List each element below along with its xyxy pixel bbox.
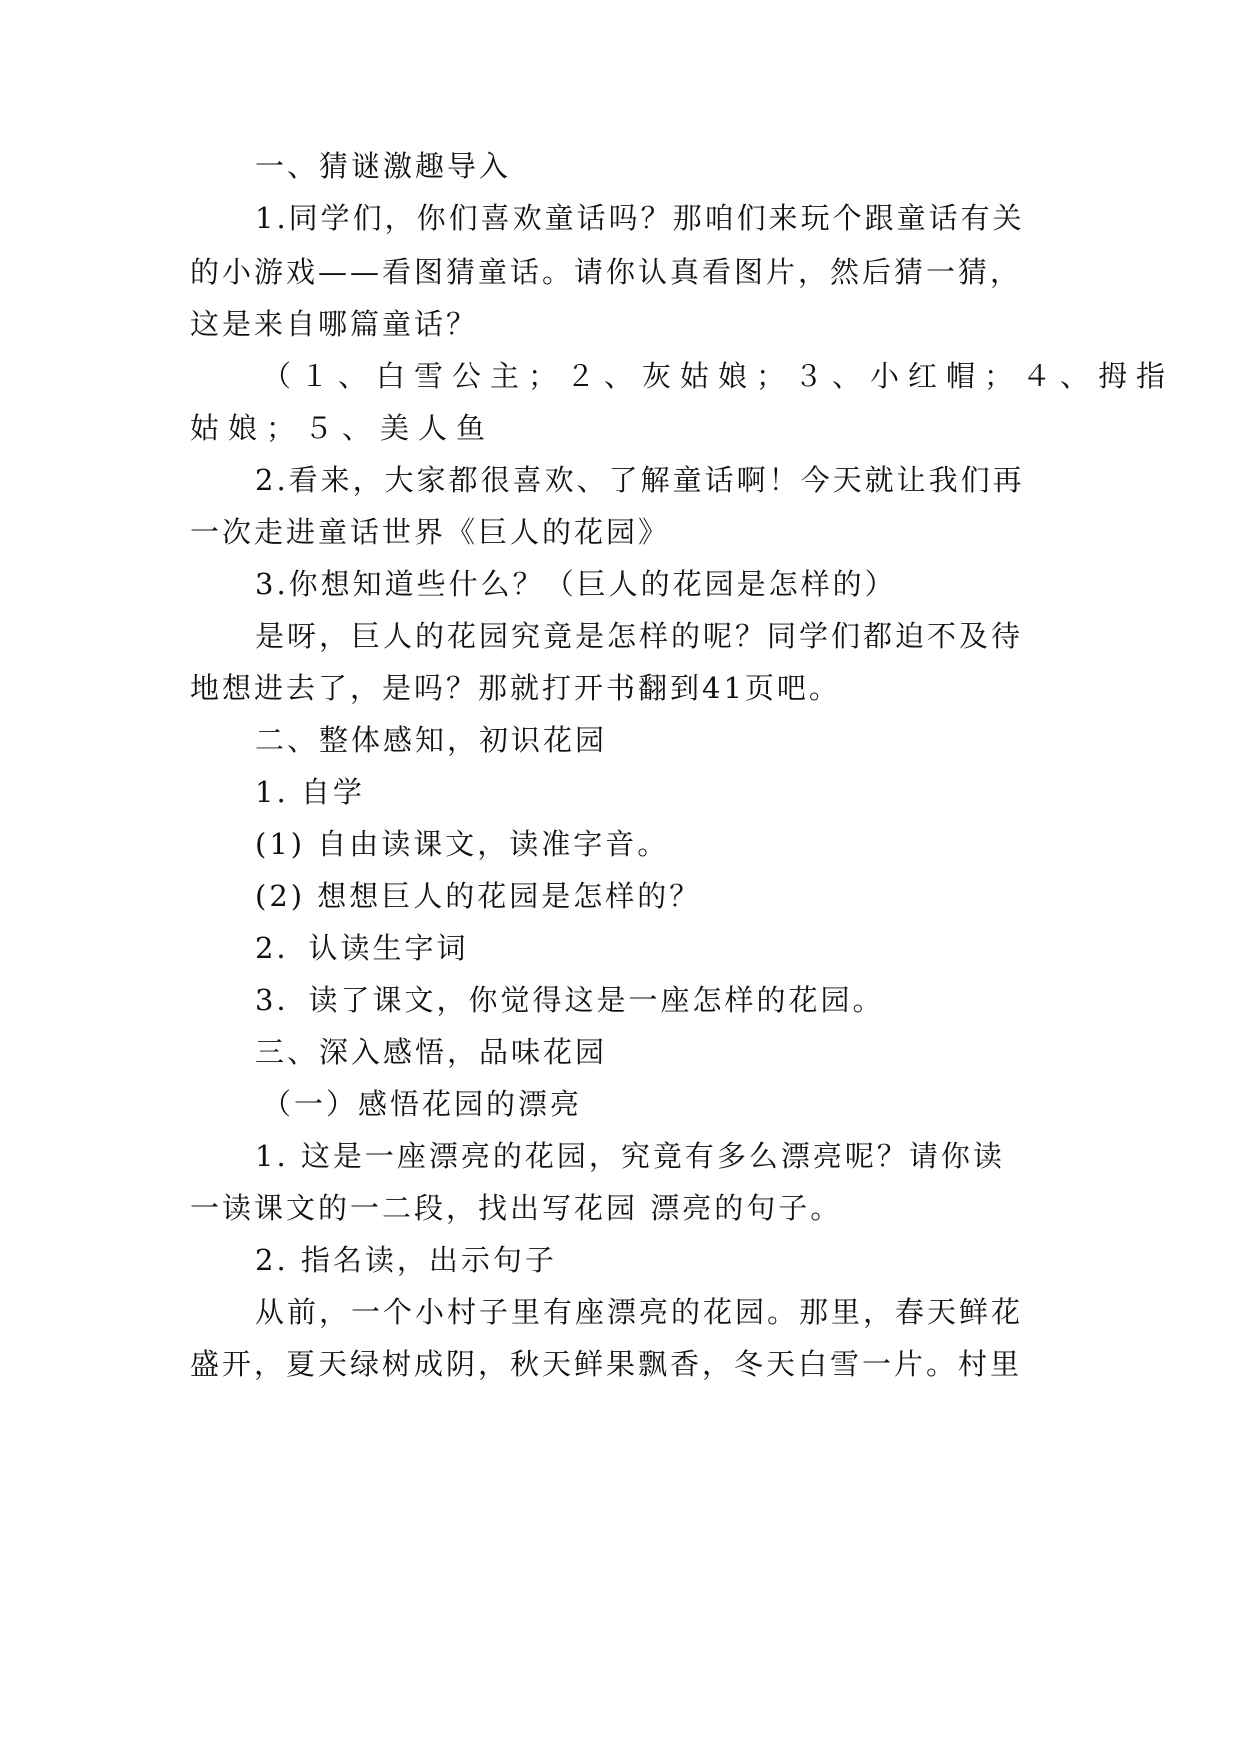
- paragraph-line: 从前，一个小村子里有座漂亮的花园。那里，春天鲜花: [255, 1295, 1024, 1329]
- list-item: 2．认读生字词: [255, 931, 469, 965]
- list-item: 1. 自学: [255, 775, 365, 809]
- list-item: 2. 指名读，出示句子: [255, 1243, 557, 1277]
- paragraph-line: 盛开，夏天绿树成阴，秋天鲜果飘香，冬天白雪一片。村里: [190, 1347, 1023, 1381]
- paragraph-line: 一读课文的一二段，找出写花园 漂亮的句子。: [190, 1191, 843, 1225]
- paragraph-line: 的小游戏——看图猜童话。请你认真看图片，然后猜一猜，: [190, 255, 1023, 289]
- paragraph-line: 是呀，巨人的花园究竟是怎样的呢？同学们都迫不及待: [255, 619, 1024, 653]
- paragraph-line: 2.看来，大家都很喜欢、了解童话啊！今天就让我们再: [255, 463, 1025, 497]
- section-heading-1: 一、猜谜激趣导入: [255, 149, 512, 183]
- section-heading-3: 三、深入感悟，品味花园: [255, 1035, 608, 1069]
- paragraph-line: 一次走进童话世界《巨人的花园》: [190, 515, 671, 549]
- paragraph-line: 1.同学们，你们喜欢童话吗？那咱们来玩个跟童话有关: [255, 201, 1025, 235]
- paragraph-line: 3.你想知道些什么？（巨人的花园是怎样的）: [255, 567, 897, 601]
- paragraph-line: （１、白雪公主；２、灰姑娘；３、小红帽；４、拇指: [262, 359, 1175, 393]
- list-item: 3．读了课文，你觉得这是一座怎样的花园。: [255, 983, 885, 1017]
- subsection-heading: （一）感悟花园的漂亮: [262, 1087, 583, 1121]
- paragraph-line: 1. 这是一座漂亮的花园，究竟有多么漂亮呢？请你读: [255, 1139, 1005, 1173]
- list-item: (1) 自由读课文，读准字音。: [255, 827, 670, 861]
- list-item: (2) 想想巨人的花园是怎样的？: [255, 879, 702, 913]
- paragraph-line: 姑娘；５、美人鱼: [190, 411, 495, 445]
- paragraph-line: 这是来自哪篇童话？: [190, 307, 479, 341]
- paragraph-line: 地想进去了，是吗？那就打开书翻到41页吧。: [190, 671, 841, 705]
- section-heading-2: 二、整体感知，初识花园: [255, 723, 608, 757]
